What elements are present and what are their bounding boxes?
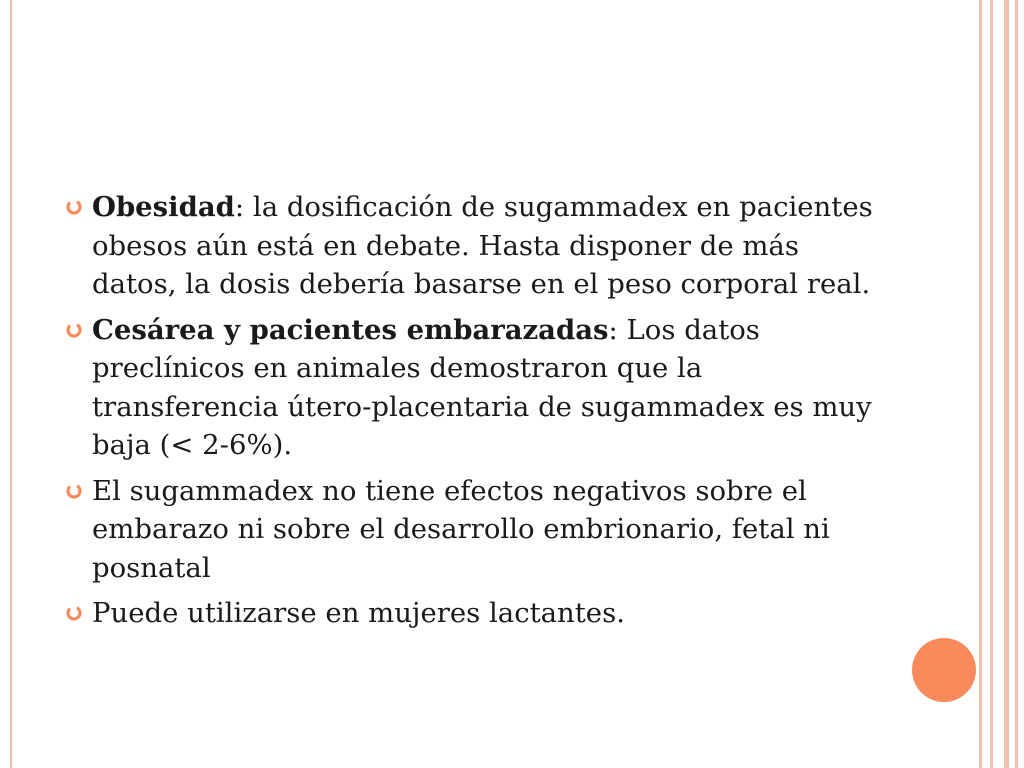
decorative-circle (912, 638, 976, 702)
bullet-list (64, 188, 884, 640)
bullet-bold-text: Obesidad (92, 191, 235, 223)
bullet-text: : la dosificación de sugammadex en pacientes obesos aún está en debate. Hasta disponer de más datos, la dosis debería basarse en el peso corporal real. (92, 191, 873, 300)
right-border-line (979, 0, 982, 768)
bullet-item (64, 594, 884, 633)
bullet-ring-icon (64, 197, 84, 217)
left-border-line (10, 0, 12, 768)
bullet-text: : Los datos preclínicos en animales demostraron que la transferencia útero-placentaria de sugammadex es muy baja (< 2-6%). (92, 313, 872, 461)
bullet-item (64, 311, 884, 465)
bullet-bold-text: Cesárea y pacientes embarazadas (92, 313, 609, 346)
right-border-line (1015, 0, 1018, 768)
bullet-item (64, 188, 884, 304)
right-border-line (990, 0, 993, 768)
bullet-item (64, 472, 884, 588)
bullet-ring-icon (64, 320, 84, 340)
right-border-line (1004, 0, 1009, 768)
bullet-ring-icon (64, 603, 84, 623)
bullet-text: El sugammadex no tiene efectos negativos sobre el embarazo ni sobre el desarrollo embrionario, fetal ni posnatal (92, 474, 830, 584)
bullet-text: Puede utilizarse en mujeres lactantes. (92, 597, 625, 629)
bullet-ring-icon (64, 481, 84, 501)
